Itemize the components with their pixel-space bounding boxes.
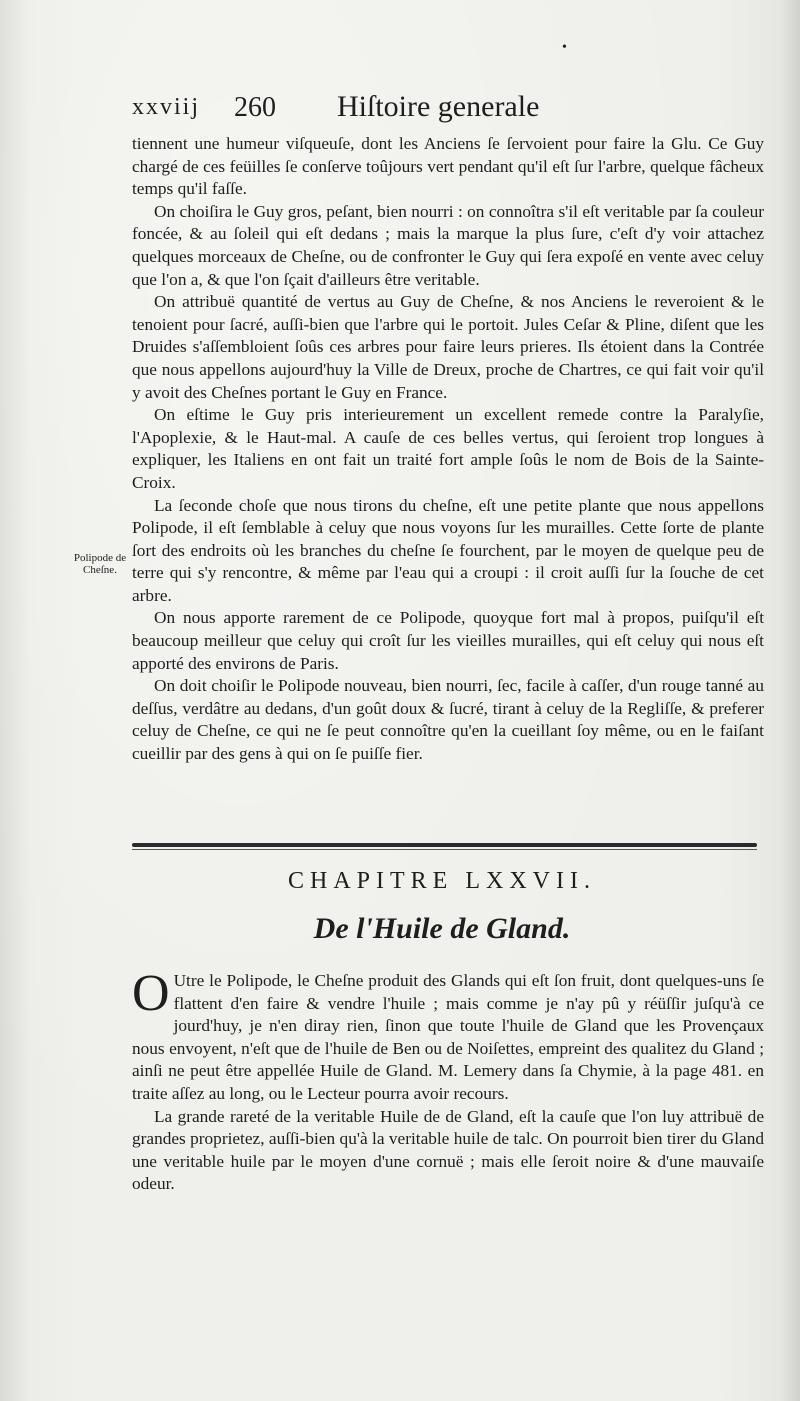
body-text-top xyxy=(132,133,764,766)
body-text-chapter xyxy=(132,965,764,1196)
section-rule xyxy=(132,843,757,847)
roman-page-number: xxviij xyxy=(132,94,201,120)
page-header xyxy=(132,90,752,130)
paragraph: On doit choiſir le Polipode nouveau, bien nourri, ſec, facile à caſſer, d'un rouge tanné au deſſus, verdâtre au dedans, d'un goût doux & ſucré, tirant à celuy de la Regliſſe, & preferer celuy de Cheſne, ce qui ne ſe peut connoître qu'en la cueillant ſoy même, ou en le faiſant cueillir par des gens à qui on ſe puiſſe fier. xyxy=(132,676,764,764)
page-number: 260 xyxy=(234,92,276,123)
chapter-heading: CHAPITRE LXXVII. xyxy=(288,868,596,894)
paragraph xyxy=(132,965,764,1106)
paragraph: On attribuë quantité de vertus au Guy de Cheſne, & nos Anciens le reveroient & le tenoient pour ſacré, auſſi-bien que l'arbre qui le portoit. Jules Ceſar & Pline, diſent que les Druides s'aſſembloient ſoûs ces arbres pour faire leurs prieres. Ils étoient dans la Contrée que nous appellons aujourd'huy la Ville de Dreux, proche de Chartres, ce qui fait voir qu'il y avoit des Cheſnes portant le Guy en France. xyxy=(132,292,764,402)
chapter-title: De l'Huile de Gland. xyxy=(313,912,571,945)
drop-cap: O xyxy=(132,965,170,1022)
paragraph: La ſeconde choſe que nous tirons du cheſne, eſt une petite plante que nous appellons Polipode, il eſt ſemblable à celuy que nous voyons ſur les murailles. Cette ſorte de plante ſort des endroits où les branches du cheſne ſe fourchent, par le moyen de quelque peu de terre qui s'y rencontre, & même par l'eau qui a croupi : il croit auſſi ſur la ſouche de cet arbre. xyxy=(132,495,764,605)
margin-note: Polipode de Cheſne. xyxy=(73,552,127,576)
paragraph-text: Utre le Polipode, le Cheſne produit des Glands qui eſt ſon fruit, dont quelques-uns ſe flattent d'en faire & vendre l'huile ; mais comme je n'ay pû y réüſſir juſqu'à ce jourd'huy, je n'en diray rien, ſinon que toute l'huile de Gland que les Provençaux nous envoyent, n'eſt que de l'huile de Ben ou de Noiſettes, empreint des qualitez du Gland ; ainſi ne peut être appellée Huile de Gland. M. Lemery dans ſa Chymie, à la page 481. en traite aſſez au long, ou le Lecteur pourra avoir recours. xyxy=(132,971,764,1103)
paragraph: On eſtime le Guy pris interieurement un excellent remede contre la Paralyſie, l'Apoplexie, & le Haut-mal. A cauſe de ces belles vertus, qui ſeroient trop longues à expliquer, les Italiens en ont fait un traité fort ample ſoûs le nom de Bois de la Sainte-Croix. xyxy=(132,405,764,492)
paragraph: La grande rareté de la veritable Huile de de Gland, eſt la cauſe que l'on luy attribuë de grandes proprietez, auſſi-bien qu'à la veritable huile de talc. On pourroit bien tirer du Gland une veritable huile par le moyen d'une cornuë ; mais elle ſeroit noire & d'une mauvaiſe odeur. xyxy=(132,1106,764,1194)
corner-mark: • xyxy=(562,40,567,55)
running-title: Hiſtoire generale xyxy=(337,90,540,123)
paragraph: tiennent une humeur viſqueuſe, dont les Anciens ſe ſervoient pour faire la Glu. Ce Guy chargé de ces feüilles ſe conſerve toûjours vert pendant qu'il eſt ſur l'arbre, quelque fâcheux temps qu'il faſſe. xyxy=(132,134,764,199)
paragraph: On choiſira le Guy gros, peſant, bien nourri : on connoîtra s'il eſt veritable par ſa couleur foncée, & au ſoleil qui eſt dedans ; mais la marque la plus ſure, c'eſt d'y voir attachez quelques morceaux de Cheſne, ou de confronter le Guy qui ſera expoſé en vente avec celuy que l'on a, & que l'on ſçait d'ailleurs être veritable. xyxy=(132,201,764,289)
paragraph: On nous apporte rarement de ce Polipode, quoyque fort mal à propos, puiſqu'il eſt beaucoup meilleur que celuy qui croît ſur les vieilles murailles, qui eſt celuy qui nous eſt apporté des environs de Paris. xyxy=(132,608,764,673)
